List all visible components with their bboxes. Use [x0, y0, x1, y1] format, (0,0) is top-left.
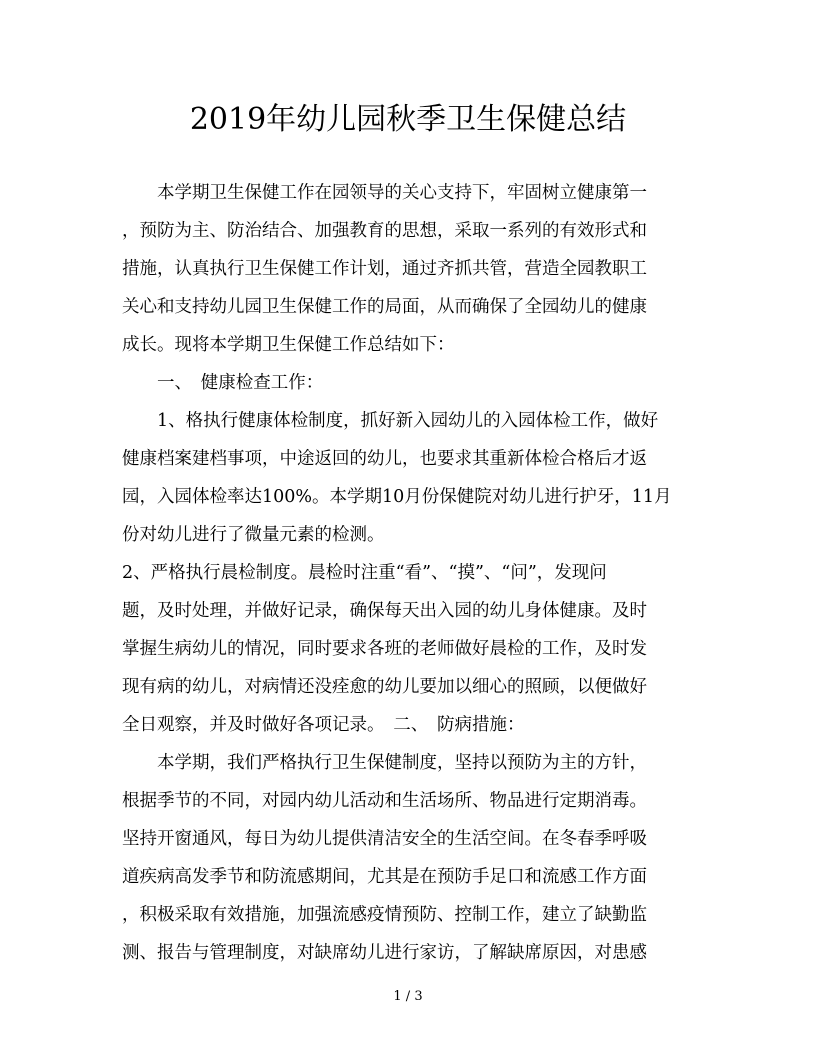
body-line: 健康档案建档事项，中途返回的幼儿，也要求其重新体检合格后才返	[122, 449, 647, 469]
body-line: 本学期卫生保健工作在园领导的关心支持下，牢固树立健康第一	[122, 183, 647, 203]
document-title: 2019年幼儿园秋季卫生保健总结	[189, 102, 627, 137]
body-line: 根据季节的不同，对园内幼儿活动和生活场所、物品进行定期消毒。	[122, 791, 647, 811]
body-line: 坚持开窗通风，每日为幼儿提供清洁安全的生活空间。在冬春季呼吸	[122, 829, 647, 849]
body-line: 成长。现将本学期卫生保健工作总结如下：	[122, 335, 455, 355]
body-line: 措施，认真执行卫生保健工作计划，通过齐抓共管，营造全园教职工	[122, 259, 647, 279]
body-line: ，预防为主、防治结合、加强教育的思想，采取一系列的有效形式和	[122, 221, 647, 241]
body-line: 本学期，我们严格执行卫生保健制度，坚持以预防为主的方针，	[122, 753, 647, 773]
body-line: 关心和支持幼儿园卫生保健工作的局面，从而确保了全园幼儿的健康	[122, 297, 647, 317]
body-line: 题，及时处理，并做好记录，确保每天出入园的幼儿身体健康。及时	[122, 601, 647, 621]
body-line: 掌握生病幼儿的情况，同时要求各班的老师做好晨检的工作，及时发	[122, 639, 647, 659]
page-number: 1 / 3	[393, 989, 423, 1004]
body-line: 道疾病高发季节和防流感期间，尤其是在预防手足口和流感工作方面	[122, 867, 647, 887]
body-line: 份对幼儿进行了微量元素的检测。	[122, 525, 385, 545]
body-line: 全日观察，并及时做好各项记录。 二、 防病措施：	[122, 715, 525, 735]
body-line: 现有病的幼儿，对病情还没痊愈的幼儿要加以细心的照顾，以便做好	[122, 677, 647, 697]
body-line: 测、报告与管理制度，对缺席幼儿进行家访，了解缺席原因，对患感	[122, 943, 647, 963]
body-line: ，积极采取有效措施，加强流感疫情预防、控制工作，建立了缺勤监	[122, 905, 647, 925]
body-line: 1、格执行健康体检制度，抓好新入园幼儿的入园体检工作，做好	[122, 411, 659, 431]
section-heading: 一、 健康检查工作：	[122, 373, 324, 393]
body-line: 2、严格执行晨检制度。晨检时注重“看”、“摸”、“问”，发现问	[122, 563, 607, 583]
body-line: 园，入园体检率达100%。本学期10月份保健院对幼儿进行护牙，11月	[122, 487, 672, 507]
